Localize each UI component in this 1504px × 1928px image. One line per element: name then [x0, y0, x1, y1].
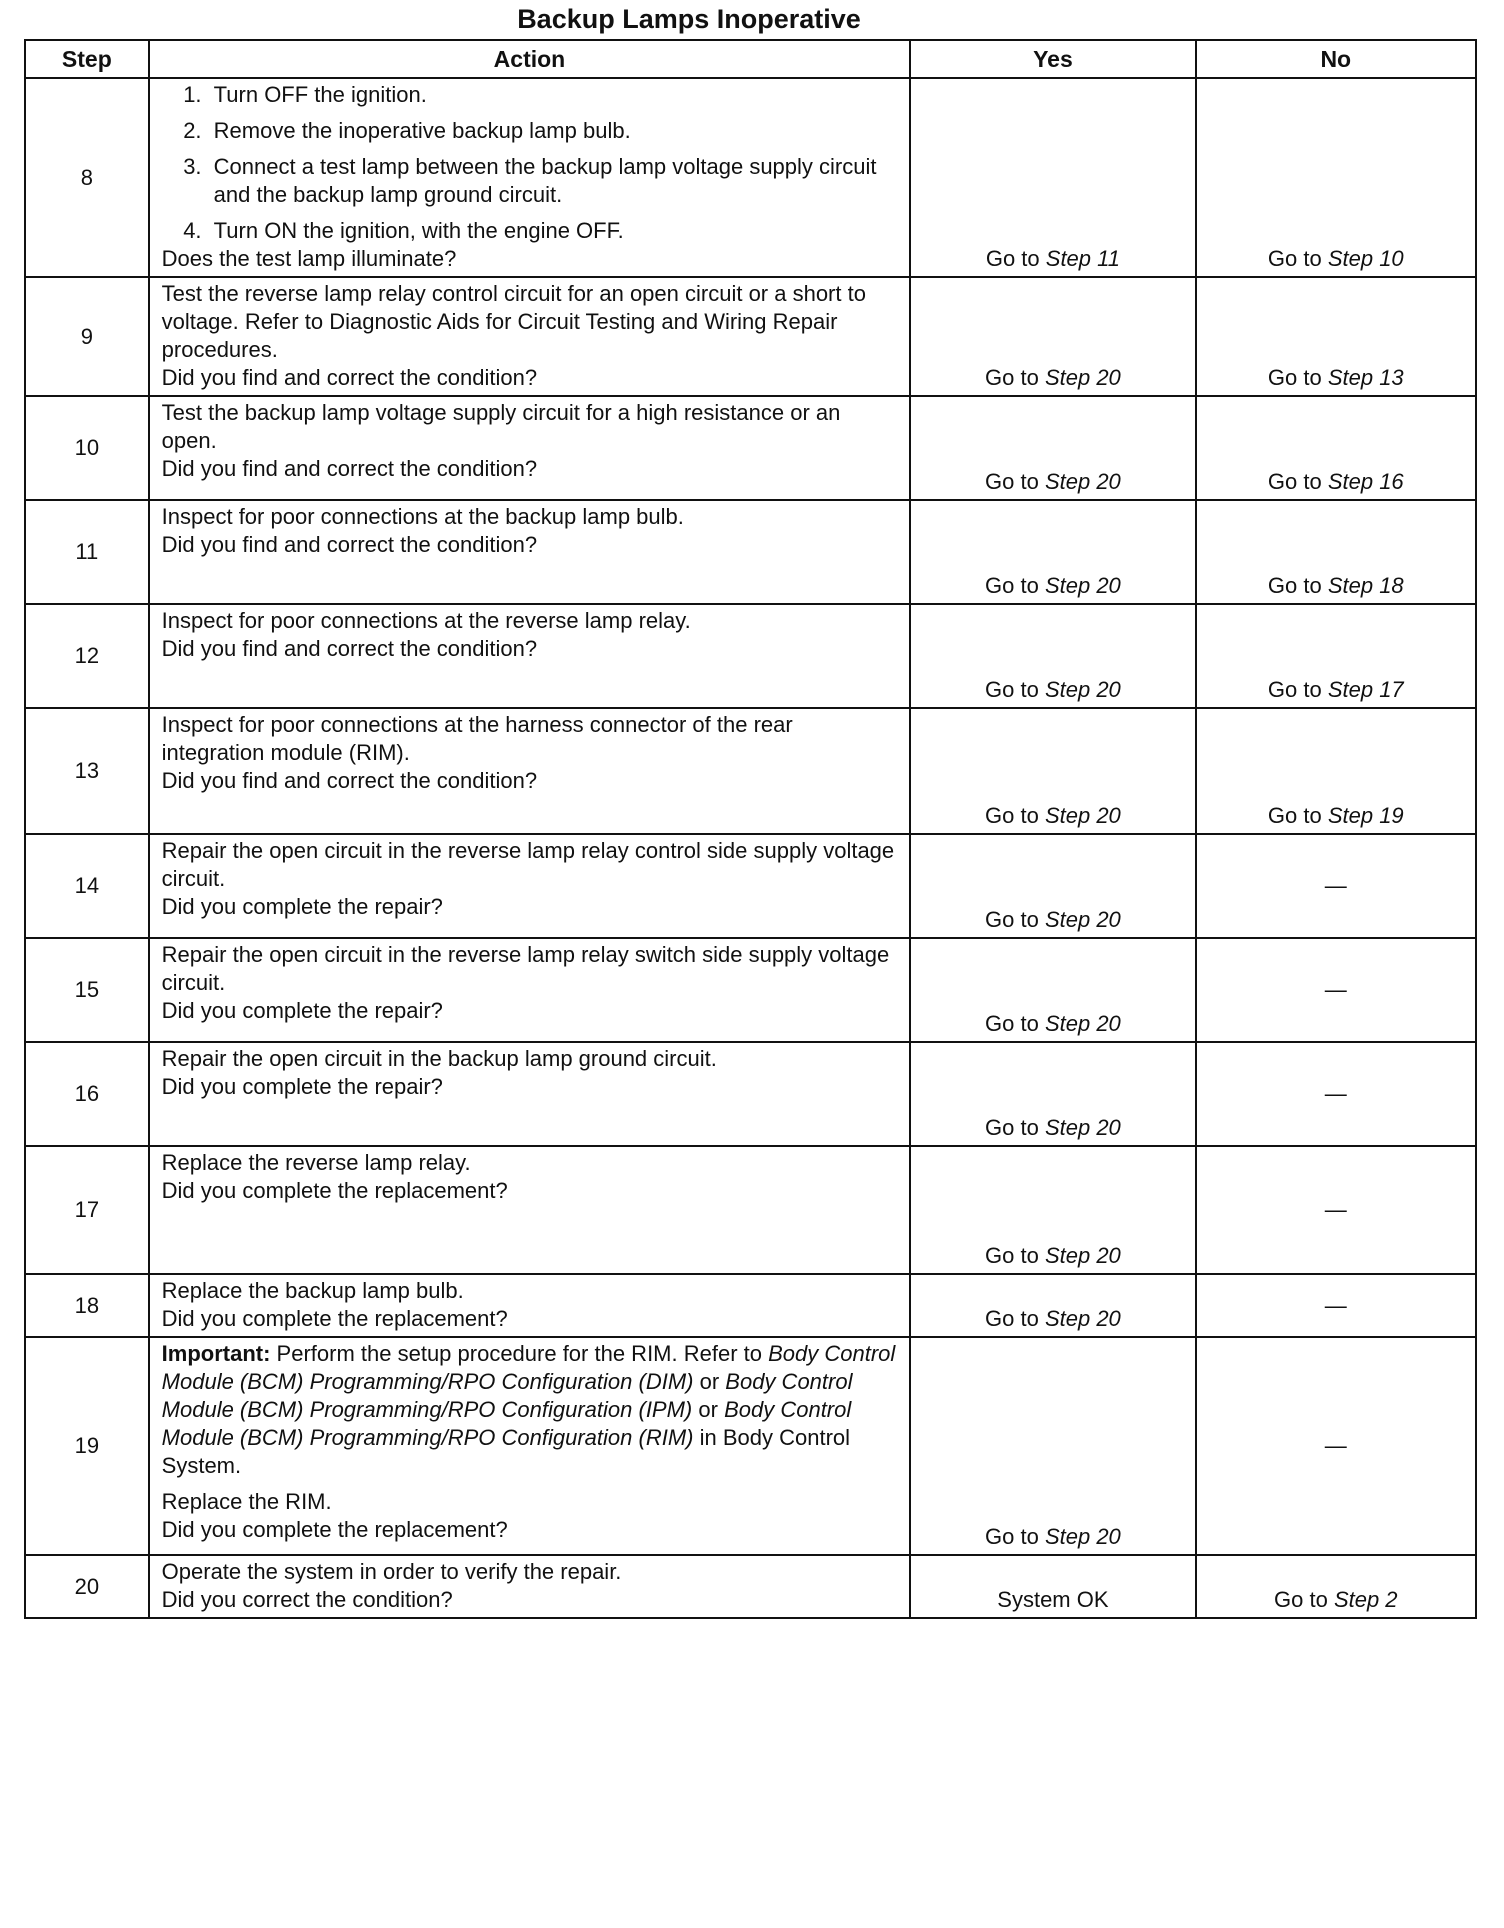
yes-cell	[910, 78, 1195, 277]
step-link[interactable]: Step 19	[1327, 803, 1404, 828]
no-cell-empty: —	[1196, 1337, 1476, 1555]
yes-cell	[910, 1274, 1195, 1337]
no-cell	[1196, 396, 1476, 500]
step-link[interactable]: Step 20	[1044, 1115, 1121, 1140]
action-question: Did you complete the replacement?	[161, 1178, 508, 1203]
step-link[interactable]: Step 20	[1044, 1243, 1121, 1268]
goto-prefix: Go to	[1267, 803, 1322, 828]
no-cell-empty: —	[1196, 938, 1476, 1042]
action-cell	[149, 500, 911, 604]
goto-prefix: Go to	[985, 1306, 1039, 1331]
step-link[interactable]: Step 11	[1045, 246, 1120, 271]
action-cell	[149, 396, 911, 500]
table-row	[25, 1555, 1476, 1618]
diagnostic-table	[24, 39, 1477, 1619]
action-text: Inspect for poor connections at the backup lamp bulb.	[161, 504, 684, 529]
no-cell-empty: —	[1196, 1146, 1476, 1274]
action-question: Did you find and correct the condition?	[161, 768, 538, 793]
table-row	[25, 277, 1476, 396]
action-question: Did you complete the repair?	[161, 998, 443, 1023]
table-row	[25, 396, 1476, 500]
action-cell	[149, 1337, 911, 1555]
yes-cell	[910, 277, 1195, 396]
action-question: Did you find and correct the condition?	[161, 456, 538, 481]
step-link[interactable]: Step 20	[1044, 573, 1121, 598]
table-row	[25, 604, 1476, 708]
yes-cell	[910, 938, 1195, 1042]
step-number: 19	[25, 1337, 149, 1555]
action-text: Replace the backup lamp bulb.	[161, 1278, 464, 1303]
goto-prefix: Go to	[985, 1011, 1039, 1036]
step-number: 17	[25, 1146, 149, 1274]
step-number: 9	[25, 277, 149, 396]
step-link[interactable]: Step 20	[1044, 365, 1121, 390]
yes-cell	[910, 834, 1195, 938]
step-link[interactable]: Step 20	[1044, 907, 1121, 932]
step-number: 8	[25, 78, 149, 277]
header-no: No	[1196, 40, 1476, 78]
header-step: Step	[25, 40, 149, 78]
goto-prefix: Go to	[985, 1115, 1039, 1140]
action-text: Replace the reverse lamp relay.	[161, 1150, 471, 1175]
action-text: Repair the open circuit in the reverse lamp relay control side supply voltage circuit.	[161, 838, 895, 891]
action-cell	[149, 1146, 911, 1274]
step-link[interactable]: Step 10	[1327, 246, 1404, 271]
action-cell	[149, 1274, 911, 1337]
table-row	[25, 1146, 1476, 1274]
list-item: 4. Turn ON the ignition, with the engine OFF.	[208, 217, 900, 245]
header-yes: Yes	[910, 40, 1195, 78]
important-note	[162, 1340, 900, 1516]
step-number: 15	[25, 938, 149, 1042]
table-row	[25, 938, 1476, 1042]
action-cell	[149, 78, 911, 277]
step-link[interactable]: Step 13	[1327, 365, 1404, 390]
page-title: Backup Lamps Inoperative	[517, 4, 861, 34]
reference-link[interactable]: Body Control Module (BCM) Programming/RPO Configuration (DIM)	[161, 1341, 896, 1394]
step-link[interactable]: Step 20	[1044, 469, 1121, 494]
reference-link[interactable]: Body Control Module (BCM) Programming/RPO Configuration (RIM)	[161, 1397, 852, 1450]
action-question: Did you find and correct the condition?	[161, 636, 538, 661]
table-row	[25, 1274, 1476, 1337]
goto-prefix: Go to	[985, 1243, 1039, 1268]
goto-prefix: Go to	[985, 677, 1039, 702]
action-question: Did you complete the replacement?	[161, 1306, 508, 1331]
action-text: Repair the open circuit in the backup lamp ground circuit.	[161, 1046, 717, 1071]
table-row	[25, 1337, 1476, 1555]
yes-cell	[910, 1146, 1195, 1274]
table-row	[25, 708, 1476, 834]
goto-prefix: Go to	[1274, 1587, 1328, 1612]
action-text: Replace the RIM.	[161, 1489, 332, 1514]
step-link[interactable]: Step 20	[1044, 1306, 1121, 1331]
action-question: Did you find and correct the condition?	[161, 365, 538, 390]
no-cell	[1196, 277, 1476, 396]
header-action: Action	[149, 40, 911, 78]
step-link[interactable]: Step 16	[1327, 469, 1404, 494]
no-cell	[1196, 1555, 1476, 1618]
yes-cell	[910, 1042, 1195, 1146]
table-row	[25, 1042, 1476, 1146]
step-number: 10	[25, 396, 149, 500]
no-cell-empty: —	[1196, 1274, 1476, 1337]
yes-cell	[910, 604, 1195, 708]
important-label: Important:	[161, 1341, 271, 1366]
no-cell-empty: —	[1196, 1042, 1476, 1146]
action-text: Repair the open circuit in the reverse lamp relay switch side supply voltage circuit.	[161, 942, 890, 995]
step-number: 11	[25, 500, 149, 604]
reference-tail: in Body Control System.	[161, 1425, 851, 1478]
action-text: Inspect for poor connections at the harness connector of the rear integration module (RIM).	[161, 712, 793, 765]
action-list	[162, 81, 900, 245]
no-cell-empty: —	[1196, 834, 1476, 938]
action-text: Inspect for poor connections at the reverse lamp relay.	[161, 608, 691, 633]
goto-prefix: Go to	[1267, 365, 1322, 390]
action-text: Operate the system in order to verify the repair.	[161, 1559, 622, 1584]
no-cell	[1196, 708, 1476, 834]
action-text: Test the backup lamp voltage supply circuit for a high resistance or an open.	[161, 400, 841, 453]
action-cell	[149, 604, 911, 708]
action-question: Does the test lamp illuminate?	[161, 246, 457, 271]
list-item: 3. Connect a test lamp between the backup lamp voltage supply circuit and the backup lamp ground circuit.	[208, 153, 900, 209]
no-cell	[1196, 604, 1476, 708]
action-cell	[149, 938, 911, 1042]
step-number: 12	[25, 604, 149, 708]
action-cell	[149, 1555, 911, 1618]
step-number: 14	[25, 834, 149, 938]
step-link[interactable]: Step 20	[1044, 677, 1121, 702]
header-row	[25, 40, 1476, 78]
goto-prefix: Go to	[1267, 573, 1322, 598]
yes-cell: System OK	[910, 1555, 1195, 1618]
goto-prefix: Go to	[985, 803, 1039, 828]
no-cell	[1196, 78, 1476, 277]
step-number: 18	[25, 1274, 149, 1337]
yes-cell	[910, 1337, 1195, 1555]
list-item: 1. Turn OFF the ignition.	[208, 81, 900, 109]
action-cell	[149, 834, 911, 938]
action-question: Did you find and correct the condition?	[161, 532, 538, 557]
table-row	[25, 78, 1476, 277]
goto-prefix: Go to	[985, 469, 1039, 494]
step-number: 13	[25, 708, 149, 834]
no-cell	[1196, 500, 1476, 604]
or-text: or	[699, 1369, 720, 1394]
step-link[interactable]: Step 18	[1327, 573, 1404, 598]
goto-prefix: Go to	[985, 365, 1039, 390]
important-text: Perform the setup procedure for the RIM. Refer to	[276, 1341, 762, 1366]
goto-prefix: Go to	[985, 1524, 1039, 1549]
action-cell	[149, 277, 911, 396]
step-number: 16	[25, 1042, 149, 1146]
step-link[interactable]: Step 20	[1044, 803, 1121, 828]
action-text: Test the reverse lamp relay control circuit for an open circuit or a short to voltage. Refer to Diagnostic Aids for Circuit Testing and Wiring Repair procedures.	[161, 281, 866, 362]
table-row	[25, 500, 1476, 604]
action-question: Did you correct the condition?	[161, 1587, 453, 1612]
action-question: Did you complete the replacement?	[161, 1517, 508, 1542]
list-item: 2. Remove the inoperative backup lamp bulb.	[208, 117, 900, 145]
or-text: or	[698, 1397, 718, 1422]
yes-cell	[910, 396, 1195, 500]
action-question: Did you complete the repair?	[161, 1074, 443, 1099]
step-link[interactable]: Step 20	[1044, 1524, 1121, 1549]
step-link[interactable]: Step 20	[1044, 1011, 1121, 1036]
action-question: Did you complete the repair?	[161, 894, 443, 919]
goto-prefix: Go to	[985, 246, 1040, 271]
goto-prefix: Go to	[985, 907, 1039, 932]
goto-prefix: Go to	[1267, 677, 1322, 702]
step-link[interactable]: Step 2	[1333, 1587, 1398, 1612]
yes-cell	[910, 708, 1195, 834]
reference-link[interactable]: Body Control Module (BCM) Programming/RPO Configuration (IPM)	[161, 1369, 853, 1422]
action-cell	[149, 708, 911, 834]
goto-prefix: Go to	[1267, 246, 1322, 271]
step-link[interactable]: Step 17	[1327, 677, 1404, 702]
goto-prefix: Go to	[1267, 469, 1322, 494]
table-row	[25, 834, 1476, 938]
action-cell	[149, 1042, 911, 1146]
yes-cell	[910, 500, 1195, 604]
step-number: 20	[25, 1555, 149, 1618]
goto-prefix: Go to	[985, 573, 1039, 598]
